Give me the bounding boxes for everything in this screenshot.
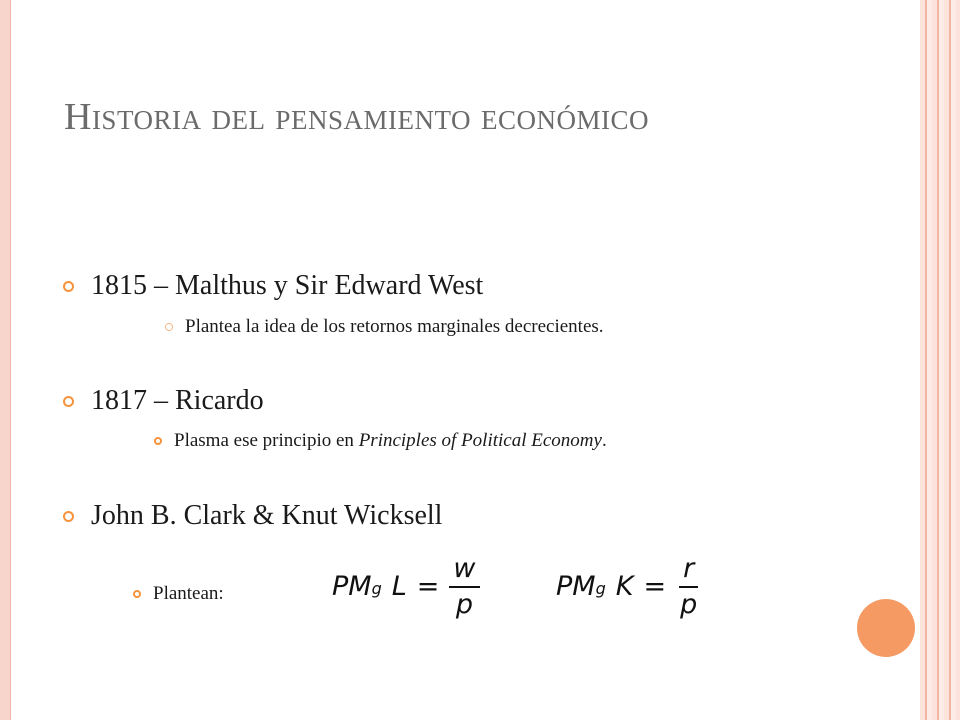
subbullet-retornos	[165, 316, 604, 338]
book-title: Principles of Political Economy	[358, 430, 602, 451]
bullet-text: John B. Clark & Knut Wicksell	[91, 500, 443, 531]
subbullet-text: Plantean:	[153, 583, 224, 604]
bullet-circle-icon	[63, 281, 74, 292]
right-stripes-decoration	[920, 0, 960, 720]
bullet-1817	[63, 385, 264, 417]
formula-labor: PM $_g$ L = $\frac{w}{p}$	[332, 554, 480, 619]
subbullet-plantean	[133, 583, 224, 605]
bullet-circle-icon	[63, 511, 74, 522]
formula-capital: PM $_g$ K = $\frac{r}{p}$	[556, 554, 701, 619]
subbullet-text: Plasma ese principio en Principles of Political Economy.	[174, 430, 607, 451]
fraction: $\frac{w}{p}$	[449, 554, 479, 619]
bullet-text: 1815 – Malthus y Sir Edward West	[91, 270, 484, 301]
subbullet-principles	[154, 430, 607, 452]
bullet-text: 1817 – Ricardo	[91, 385, 264, 416]
bullet-circle-icon	[165, 323, 173, 331]
slide-title: Historia del pensamiento económico	[64, 96, 649, 138]
bullet-circle-icon	[133, 590, 141, 598]
bullet-circle-icon	[63, 396, 74, 407]
left-border-decoration	[0, 0, 11, 720]
fraction: $\frac{r}{p}$	[680, 553, 698, 620]
bullet-clark-wicksell	[63, 500, 442, 532]
orange-circle-decoration	[857, 599, 915, 657]
subbullet-text: Plantea la idea de los retornos marginales decrecientes.	[185, 316, 604, 337]
bullet-circle-icon	[154, 437, 162, 445]
bullet-1815	[63, 270, 483, 302]
